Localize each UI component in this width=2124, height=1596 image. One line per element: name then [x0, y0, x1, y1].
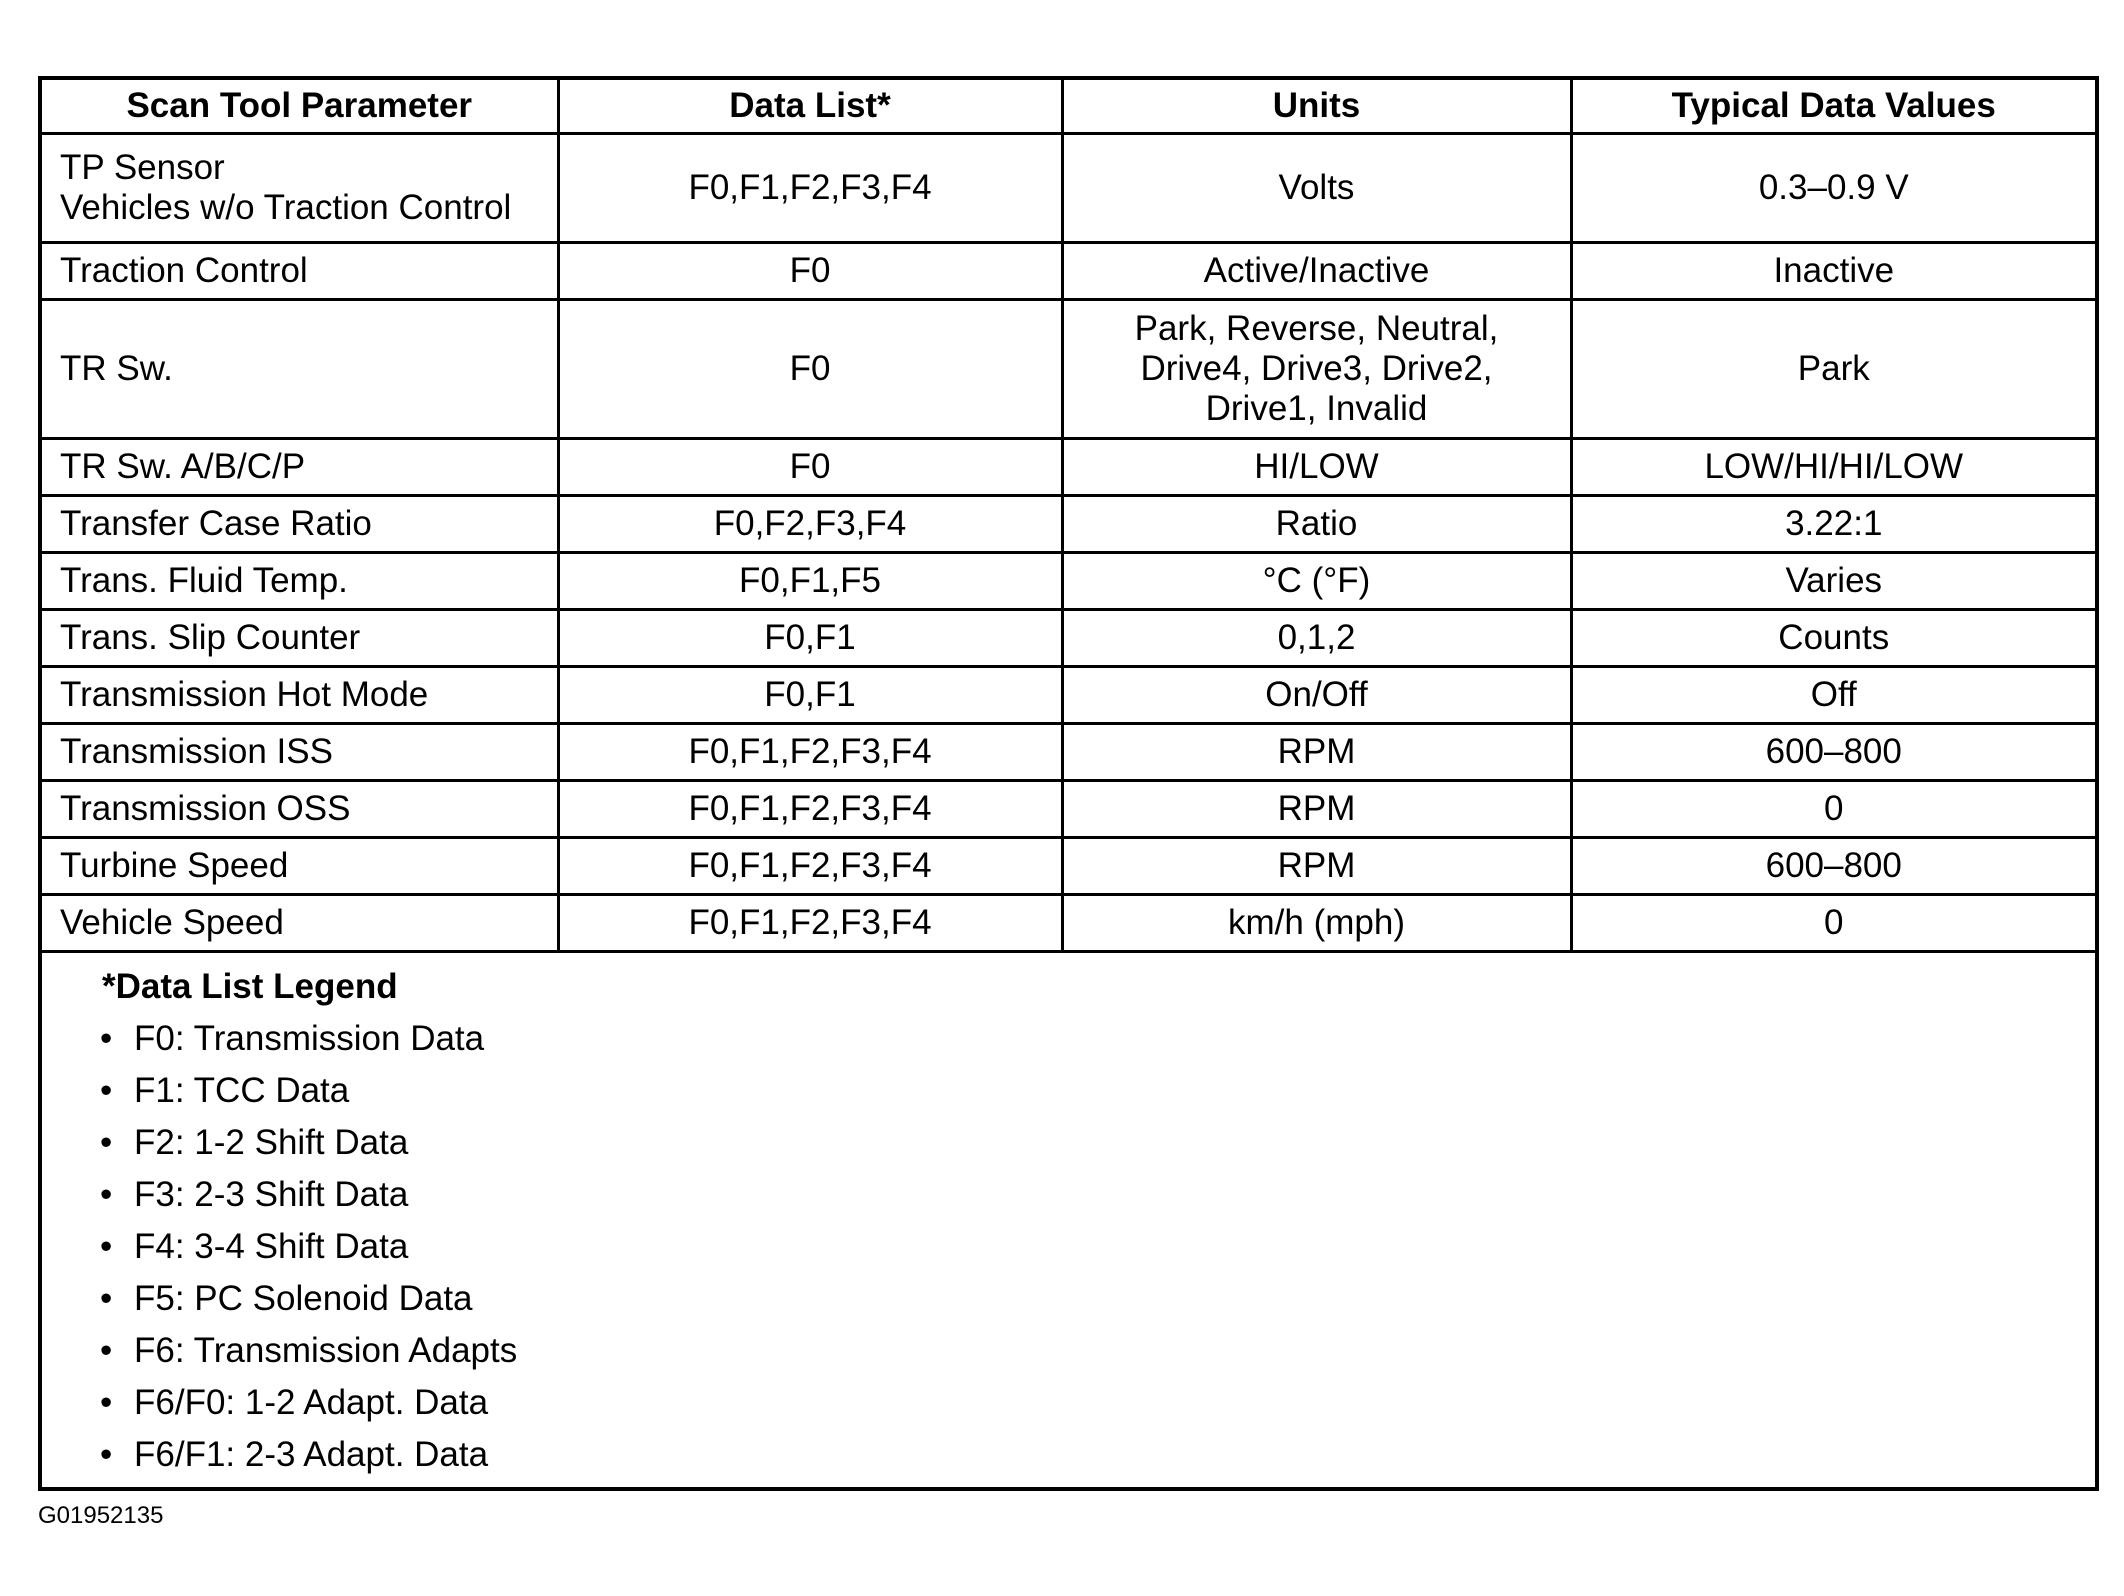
- legend-item: • F3: 2-3 Shift Data: [100, 1169, 2095, 1221]
- cell-typical-value: Inactive: [1571, 243, 2097, 300]
- legend-cell: [40, 952, 2097, 1490]
- cell-typical-value: 0: [1571, 895, 2097, 952]
- cell-typical-value: LOW/HI/HI/LOW: [1571, 439, 2097, 496]
- cell-typical-value: Off: [1571, 667, 2097, 724]
- cell-units-line: °C (°F): [1262, 561, 1371, 600]
- cell-parameter: [40, 496, 558, 553]
- cell-data-list: F0,F1,F2,F3,F4: [558, 895, 1062, 952]
- cell-data-list: F0,F1,F2,F3,F4: [558, 838, 1062, 895]
- table-row: [40, 610, 2097, 667]
- figure-id: G01952135: [38, 1502, 164, 1529]
- cell-data-list: F0,F1: [558, 610, 1062, 667]
- cell-typical-value: Park: [1571, 300, 2097, 439]
- header-units: Units: [1062, 78, 1571, 134]
- table-row: [40, 300, 2097, 439]
- cell-parameter-line: TR Sw.: [60, 349, 173, 388]
- table-row: [40, 895, 2097, 952]
- cell-typical-value: Varies: [1571, 553, 2097, 610]
- legend-row: [40, 952, 2097, 1490]
- cell-parameter: [40, 134, 558, 243]
- cell-units-line: Drive1, Invalid: [1205, 389, 1428, 428]
- table-row: [40, 496, 2097, 553]
- cell-parameter-line: Turbine Speed: [60, 846, 289, 885]
- table-row: [40, 243, 2097, 300]
- cell-parameter: [40, 300, 558, 439]
- cell-parameter: [40, 243, 558, 300]
- cell-parameter-line: Transmission OSS: [60, 789, 351, 828]
- legend-item: • F6/F1: 2-3 Adapt. Data: [100, 1429, 2095, 1481]
- cell-data-list: F0: [558, 243, 1062, 300]
- cell-data-list: F0,F1: [558, 667, 1062, 724]
- cell-units: [1062, 439, 1571, 496]
- cell-typical-value: 600–800: [1571, 724, 2097, 781]
- cell-data-list: F0,F1,F2,F3,F4: [558, 134, 1062, 243]
- cell-units: [1062, 553, 1571, 610]
- cell-units-line: On/Off: [1265, 675, 1368, 714]
- cell-units-line: RPM: [1277, 789, 1356, 828]
- scan-tool-table: [38, 76, 2099, 1491]
- cell-units: [1062, 667, 1571, 724]
- cell-units: [1062, 243, 1571, 300]
- cell-parameter: [40, 667, 558, 724]
- header-data-list: Data List*: [558, 78, 1062, 134]
- cell-data-list: F0,F1,F5: [558, 553, 1062, 610]
- legend-item: • F6: Transmission Adapts: [100, 1325, 2095, 1377]
- cell-data-list: F0,F2,F3,F4: [558, 496, 1062, 553]
- cell-units: [1062, 300, 1571, 439]
- cell-parameter-line: Vehicles w/o Traction Control: [60, 188, 512, 227]
- legend-item: • F5: PC Solenoid Data: [100, 1273, 2095, 1325]
- cell-parameter: [40, 724, 558, 781]
- cell-parameter-line: TR Sw. A/B/C/P: [60, 447, 306, 486]
- cell-units-line: RPM: [1277, 846, 1356, 885]
- cell-parameter-line: Trans. Slip Counter: [60, 618, 361, 657]
- cell-units-line: Active/Inactive: [1203, 251, 1430, 290]
- cell-units: [1062, 724, 1571, 781]
- table-row: [40, 667, 2097, 724]
- cell-parameter-line: Transmission ISS: [60, 732, 333, 771]
- cell-units-line: Ratio: [1275, 504, 1358, 543]
- scan-tool-data-sheet: [38, 76, 2095, 1491]
- legend-item: • F0: Transmission Data: [100, 1013, 2095, 1065]
- cell-parameter-line: Transfer Case Ratio: [60, 504, 372, 543]
- legend-item: • F1: TCC Data: [100, 1065, 2095, 1117]
- table-row: [40, 439, 2097, 496]
- header-typical-values: Typical Data Values: [1571, 78, 2097, 134]
- cell-units: [1062, 895, 1571, 952]
- cell-data-list: F0: [558, 439, 1062, 496]
- table-row: [40, 134, 2097, 243]
- cell-parameter-line: Vehicle Speed: [60, 903, 284, 942]
- cell-parameter-line: Traction Control: [60, 251, 308, 290]
- table-row: [40, 724, 2097, 781]
- cell-units-line: 0,1,2: [1277, 618, 1356, 657]
- header-row: [40, 78, 2097, 134]
- cell-parameter-line: TP Sensor: [60, 148, 225, 187]
- legend-title: *Data List Legend: [102, 967, 398, 1006]
- cell-units-line: HI/LOW: [1254, 447, 1379, 486]
- cell-parameter: [40, 781, 558, 838]
- cell-data-list: F0: [558, 300, 1062, 439]
- cell-parameter-line: Transmission Hot Mode: [60, 675, 429, 714]
- cell-units: [1062, 496, 1571, 553]
- cell-typical-value: Counts: [1571, 610, 2097, 667]
- cell-units: [1062, 610, 1571, 667]
- legend-item: • F4: 3-4 Shift Data: [100, 1221, 2095, 1273]
- cell-parameter: [40, 895, 558, 952]
- cell-data-list: F0,F1,F2,F3,F4: [558, 724, 1062, 781]
- header-parameter: Scan Tool Parameter: [40, 78, 558, 134]
- cell-units-line: Park, Reverse, Neutral,: [1134, 309, 1499, 348]
- legend-item: • F6/F0: 1-2 Adapt. Data: [100, 1377, 2095, 1429]
- cell-units: [1062, 134, 1571, 243]
- table-row: [40, 553, 2097, 610]
- cell-units-line: Volts: [1278, 168, 1355, 207]
- cell-parameter: [40, 838, 558, 895]
- legend-item: • F2: 1-2 Shift Data: [100, 1117, 2095, 1169]
- cell-parameter: [40, 553, 558, 610]
- cell-units: [1062, 781, 1571, 838]
- cell-units: [1062, 838, 1571, 895]
- legend-list: [100, 1013, 2095, 1481]
- table-body: [40, 134, 2097, 952]
- cell-typical-value: 600–800: [1571, 838, 2097, 895]
- cell-units-line: RPM: [1277, 732, 1356, 771]
- cell-units-line: km/h (mph): [1228, 903, 1405, 942]
- cell-typical-value: 0.3–0.9 V: [1571, 134, 2097, 243]
- cell-units-line: Drive4, Drive3, Drive2,: [1140, 349, 1493, 388]
- cell-parameter-line: Trans. Fluid Temp.: [60, 561, 348, 600]
- cell-data-list: F0,F1,F2,F3,F4: [558, 781, 1062, 838]
- cell-typical-value: 0: [1571, 781, 2097, 838]
- table-row: [40, 781, 2097, 838]
- cell-parameter: [40, 439, 558, 496]
- cell-parameter: [40, 610, 558, 667]
- table-row: [40, 838, 2097, 895]
- cell-typical-value: 3.22:1: [1571, 496, 2097, 553]
